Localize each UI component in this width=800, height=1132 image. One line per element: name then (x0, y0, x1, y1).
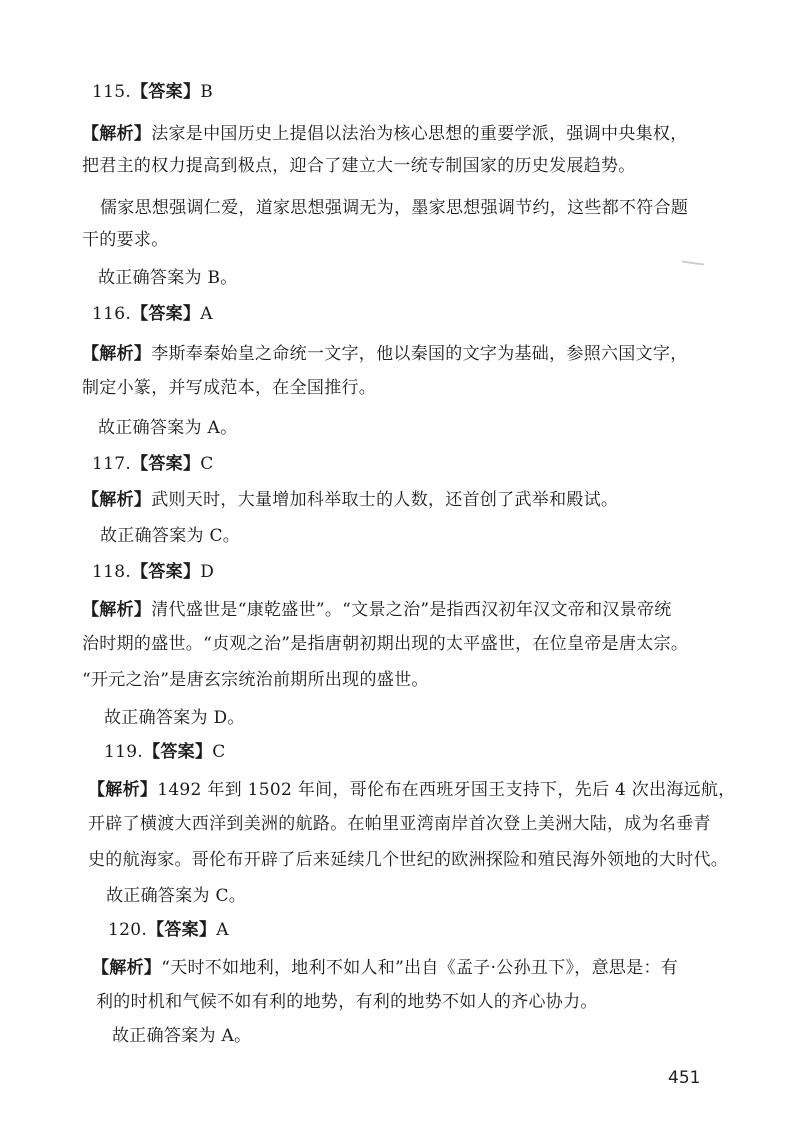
answer-tag: 【答案】 (131, 82, 201, 102)
answer-number: 116. (92, 304, 132, 324)
analysis-text: 武则天时，大量增加科举取士的人数，还首创了武举和殿试。 (151, 490, 619, 510)
answer-letter: B (200, 82, 214, 102)
answer-number: 119. (104, 742, 144, 762)
analysis-line (82, 598, 672, 622)
answer-line-117 (92, 452, 214, 476)
analysis-line: 制定小篆，并写成范本，在全国推行。 (82, 378, 377, 398)
conclusion-line: 故正确答案为 A。 (112, 1026, 252, 1046)
analysis-text: 清代盛世是“康乾盛世”。“文景之治”是指西汉初年汉文帝和汉景帝统 (151, 600, 672, 620)
answer-tag: 【答案】 (131, 562, 201, 582)
scan-smudge (682, 260, 704, 265)
answer-tag: 【答案】 (131, 304, 201, 324)
answer-line-115 (92, 80, 213, 104)
analysis-line (88, 778, 736, 802)
analysis-line: 把君主的权力提高到极点，迎合了建立大一统专制国家的历史发展趋势。 (82, 156, 636, 176)
answer-tag: 【答案】 (147, 920, 217, 940)
analysis-text: 1492 年到 1502 年间，哥伦布在西班牙国王支持下，先后 4 次出海远航， (157, 780, 736, 800)
analysis-line: 治时期的盛世。“贞观之治”是指唐朝初期出现的太平盛世，在位皇帝是唐太宗。 (82, 634, 689, 654)
analysis-tag: 【解析】 (82, 490, 152, 510)
answer-letter: C (212, 742, 226, 762)
analysis-line (82, 122, 688, 146)
analysis-line: 开辟了横渡大西洋到美洲的航路。在帕里亚湾南岸首次登上美洲大陆，成为名垂青 (88, 814, 711, 834)
analysis-tag: 【解析】 (82, 600, 152, 620)
answer-tag: 【答案】 (131, 454, 201, 474)
analysis-text: 法家是中国历史上提倡以法治为核心思想的重要学派，强调中央集权， (151, 124, 688, 144)
analysis-tag: 【解析】 (82, 344, 152, 364)
conclusion-line: 故正确答案为 C。 (106, 886, 247, 906)
analysis-tag: 【解析】 (88, 780, 158, 800)
analysis-line (82, 488, 618, 512)
analysis-line (82, 342, 688, 366)
answer-number: 118. (92, 562, 132, 582)
answer-line-116 (92, 302, 213, 326)
analysis-text: 李斯奉秦始皇之命统一文字，他以秦国的文字为基础，参照六国文字， (151, 344, 688, 364)
analysis-line: “开元之治”是唐玄宗统治前期所出现的盛世。 (82, 670, 429, 690)
answer-tag: 【答案】 (143, 742, 213, 762)
answer-line-118 (92, 560, 214, 584)
answer-number: 117. (92, 454, 132, 474)
conclusion-line: 故正确答案为 D。 (104, 708, 245, 728)
answer-letter: A (200, 304, 213, 324)
conclusion-line: 故正确答案为 B。 (98, 268, 238, 288)
answer-number: 120. (108, 920, 148, 940)
answer-letter: C (200, 454, 214, 474)
analysis-line: 史的航海家。哥伦布开辟了后来延续几个世纪的欧洲探险和殖民海外领地的大时代。 (88, 850, 729, 870)
answer-letter: D (200, 562, 215, 582)
answer-letter: A (216, 920, 229, 940)
analysis-line (92, 956, 678, 980)
answer-number: 115. (92, 82, 132, 102)
conclusion-line: 故正确答案为 C。 (100, 526, 241, 546)
page-number: 451 (668, 1068, 701, 1088)
answer-line-120 (108, 918, 229, 942)
analysis-line: 儒家思想强调仁爱，道家思想强调无为，墨家思想强调节约，这些都不符合题 (100, 198, 689, 218)
analysis-text: “天时不如地利，地利不如人和”出自《孟子·公孙丑下》，意思是：有 (161, 958, 679, 978)
analysis-line: 利的时机和气候不如有利的地势，有利的地势不如人的齐心协力。 (96, 992, 598, 1012)
analysis-line: 干的要求。 (82, 230, 169, 250)
analysis-tag: 【解析】 (92, 958, 162, 978)
analysis-tag: 【解析】 (82, 124, 152, 144)
answer-line-119 (104, 740, 226, 764)
conclusion-line: 故正确答案为 A。 (98, 418, 238, 438)
